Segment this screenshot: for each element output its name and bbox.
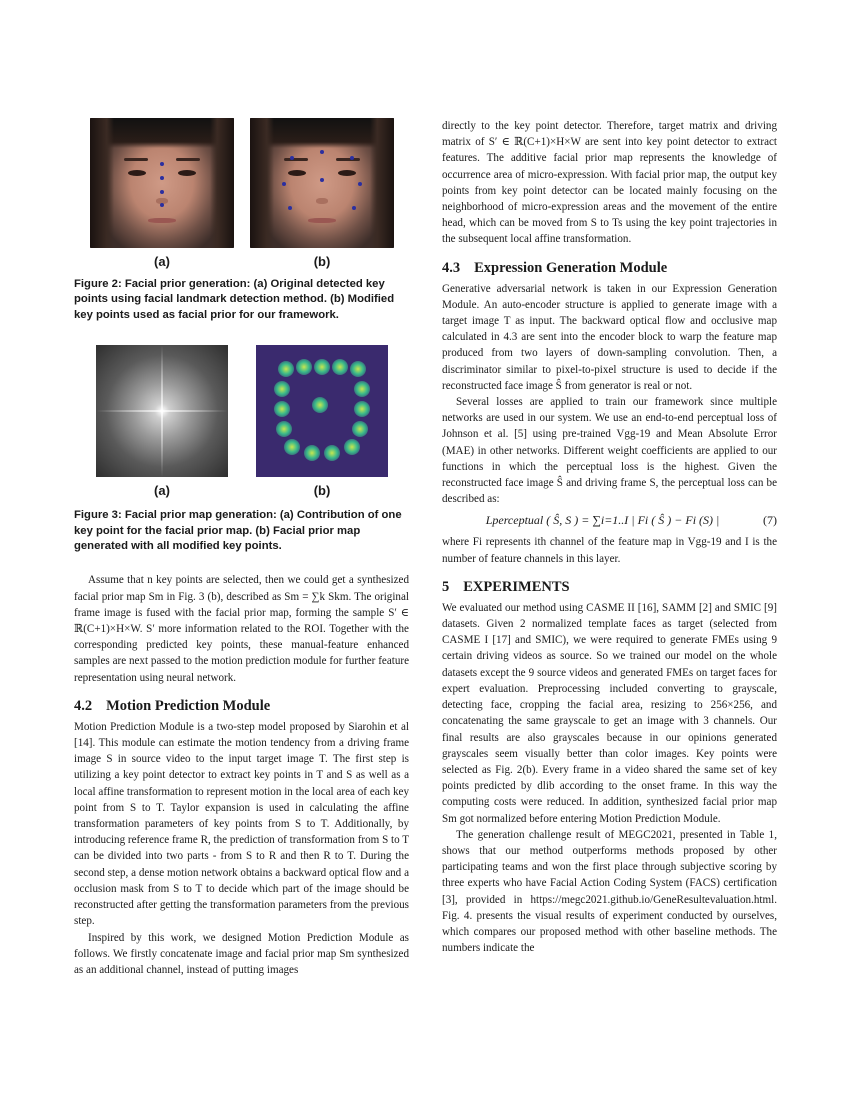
section-title: Motion Prediction Module	[106, 697, 271, 714]
right-paragraph-4: We evaluated our method using CASME II [16], SAMM [2] and SMIC [9] datasets. Given 2 normalized template faces as target (selected from CASME I [17] and SMIC), we were required to generate FMEs using 9 certain driving videos as source. So we trained our model on the whole datasets except the 9 source videos and generated FMEs on target faces for expert evaluation. Preprocessing included converting to grayscale, detecting face, cropping the facial area, resizing to 256×256, and concatenating the same grayscale to get an image with 3 channels. Our final results are also grayscales because in our opinions generated grayscales seem visually better than color images. Key points were selected as Fig. 2(b). Every frame in a video shared the same set of key points predicted by dlib according to the onset frame. In this way the computing costs were reduced. In addition, synthesized facial prior map Sm got normalized before entering Motion Prediction Module.	[442, 601, 777, 825]
equation-7	[442, 513, 777, 528]
right-paragraph-2: Several losses are applied to train our framework since multiple networks are used in our system. We use an end-to-end perceptual loss of Johnson et al. [5] using pre-trained Vgg-19 and Mean Absolute Error (MAE) in other networks. Different weight coefficients are applied to our functions in which the perceptual loss is the highest. Given the reconstructed face image Ŝ and driving frame S, the perceptual loss can be described as:	[442, 396, 777, 506]
right-paragraph-1: Generative adversarial network is taken in our Expression Generation Module. An auto-encoder structure is applied to generate image with a target image T as input. The backward optical flow and occlusive map calculated in 4.3 are sent into the encoder block to warp the feature map produced from two layers of down-sampling convolution. Then, a discriminator similar to pixel-to-pixel structure is used to decide if the reconstructed face image Ŝ from generator is real or not.	[442, 282, 777, 392]
face-photo-modified-keypoints	[250, 118, 394, 248]
right-paragraph-0: directly to the key point detector. Therefore, target matrix and driving matrix of S′ ∈ ℝ(C+1)×H×W are sent into key point detector to extract features. The additive facial prior map represents the knowledge of occurrence area of micro-expression. With facial prior map, the output key points from key point detector can be located mainly focusing on the neighborhood of micro-expression areas and the movement of the entire head, which can be moved from S to Ts using the key point trajectories in the subsequent local affine transformation.	[442, 120, 777, 246]
face-photo-original-keypoints	[90, 118, 234, 248]
right-paragraph-5: The generation challenge result of MEGC2021, presented in Table 1, shows that our method outperforms methods proposed by other participating teams and won the first place through subjective scoring by three experts who have Facial Action Coding System (FACS) certification [3], provided in https://megc2021.github.io/GeneResultevaluation.html. Fig. 4. presents the visual results of experiment conducted by ourselves, which compares our proposed method with other baseline methods. The numbers indicate the	[442, 828, 777, 955]
figure-3a	[96, 345, 228, 498]
figure-3a-label: (a)	[154, 483, 170, 499]
section-title: EXPERIMENTS	[463, 578, 570, 595]
section-5-heading	[442, 579, 777, 596]
section-4-3-heading	[442, 260, 777, 277]
right-paragraph-3: where Fi represents ith channel of the feature map in Vgg-19 and I is the number of feature channels in this layer.	[442, 536, 777, 565]
figure-2b-label: (b)	[313, 254, 331, 269]
figure-2a	[90, 118, 234, 269]
figure-3-images	[96, 345, 388, 498]
single-keypoint-map	[96, 345, 228, 477]
left-paragraph-3: Inspired by this work, we designed Motion Prediction Module as follows. We firstly concatenate image and facial prior map Sm synthesized as an additional channel, instead of putting images	[74, 931, 409, 976]
figure-2-images	[90, 118, 394, 269]
figure-3b	[256, 345, 388, 498]
section-number: 4.3	[442, 259, 461, 276]
left-paragraph-2: Motion Prediction Module is a two-step model proposed by Siarohin et al [14]. This module can estimate the motion tendency from a driving frame image S in source video to the input target image T. The first step is utilizing a key point detector to extract key points in T and S as well as a local affine transformation to represent motion in the local area of each key point from S to T. Taylor expansion is used in calculating the affine transformation parameters of key points from S to T. Additionally, by introducing reference frame R, the prediction of transformation from S to T can be divided into two parts - from S to R and then R to T. During the second step, a dense motion network obtains a backward optical flow and a occlusion mask from S to T to decide which part of the image should be reconstructed after getting the transformation parameters from the previous step.	[74, 720, 409, 928]
equation-number: (7)	[763, 513, 777, 528]
figure-2-caption: Figure 2: Facial prior generation: (a) Original detected key points using facial landmark detection method. (b) Modified key points used as facial prior for our framework.	[74, 278, 395, 321]
figure-2a-label: (a)	[154, 254, 170, 269]
section-title: Expression Generation Module	[474, 259, 668, 276]
facial-prior-heatmap	[256, 345, 388, 477]
equation-body: Lperceptual ( Ŝ, S ) = ∑i=1..I | Fi ( Ŝ ) − Fi (S) |	[485, 513, 720, 528]
section-number: 5	[442, 578, 450, 595]
section-number: 4.2	[74, 697, 93, 714]
left-column	[74, 118, 409, 978]
left-paragraph-1: Assume that n key points are selected, then we could get a synthesized facial prior map Sm in Fig. 3 (b), described as Sm = ∑k Skm. The original frame image is fused with the facial prior map, forming the sample S′ ∈ ℝ(C+1)×H×W. S′ more information related to the ROI. Together with the corresponding predicted key points, these manual-feature enhanced samples are next passed to the motion prediction module for further feature representation using neural network.	[74, 574, 409, 684]
figure-2b	[250, 118, 394, 269]
section-4-2-heading	[74, 698, 409, 715]
figure-3-caption: Figure 3: Facial prior map generation: (a) Contribution of one key point for the facial prior map. (b) Facial prior map generated with all modified key points.	[74, 509, 402, 553]
right-column	[442, 118, 777, 956]
figure-3b-label: (b)	[313, 483, 331, 499]
